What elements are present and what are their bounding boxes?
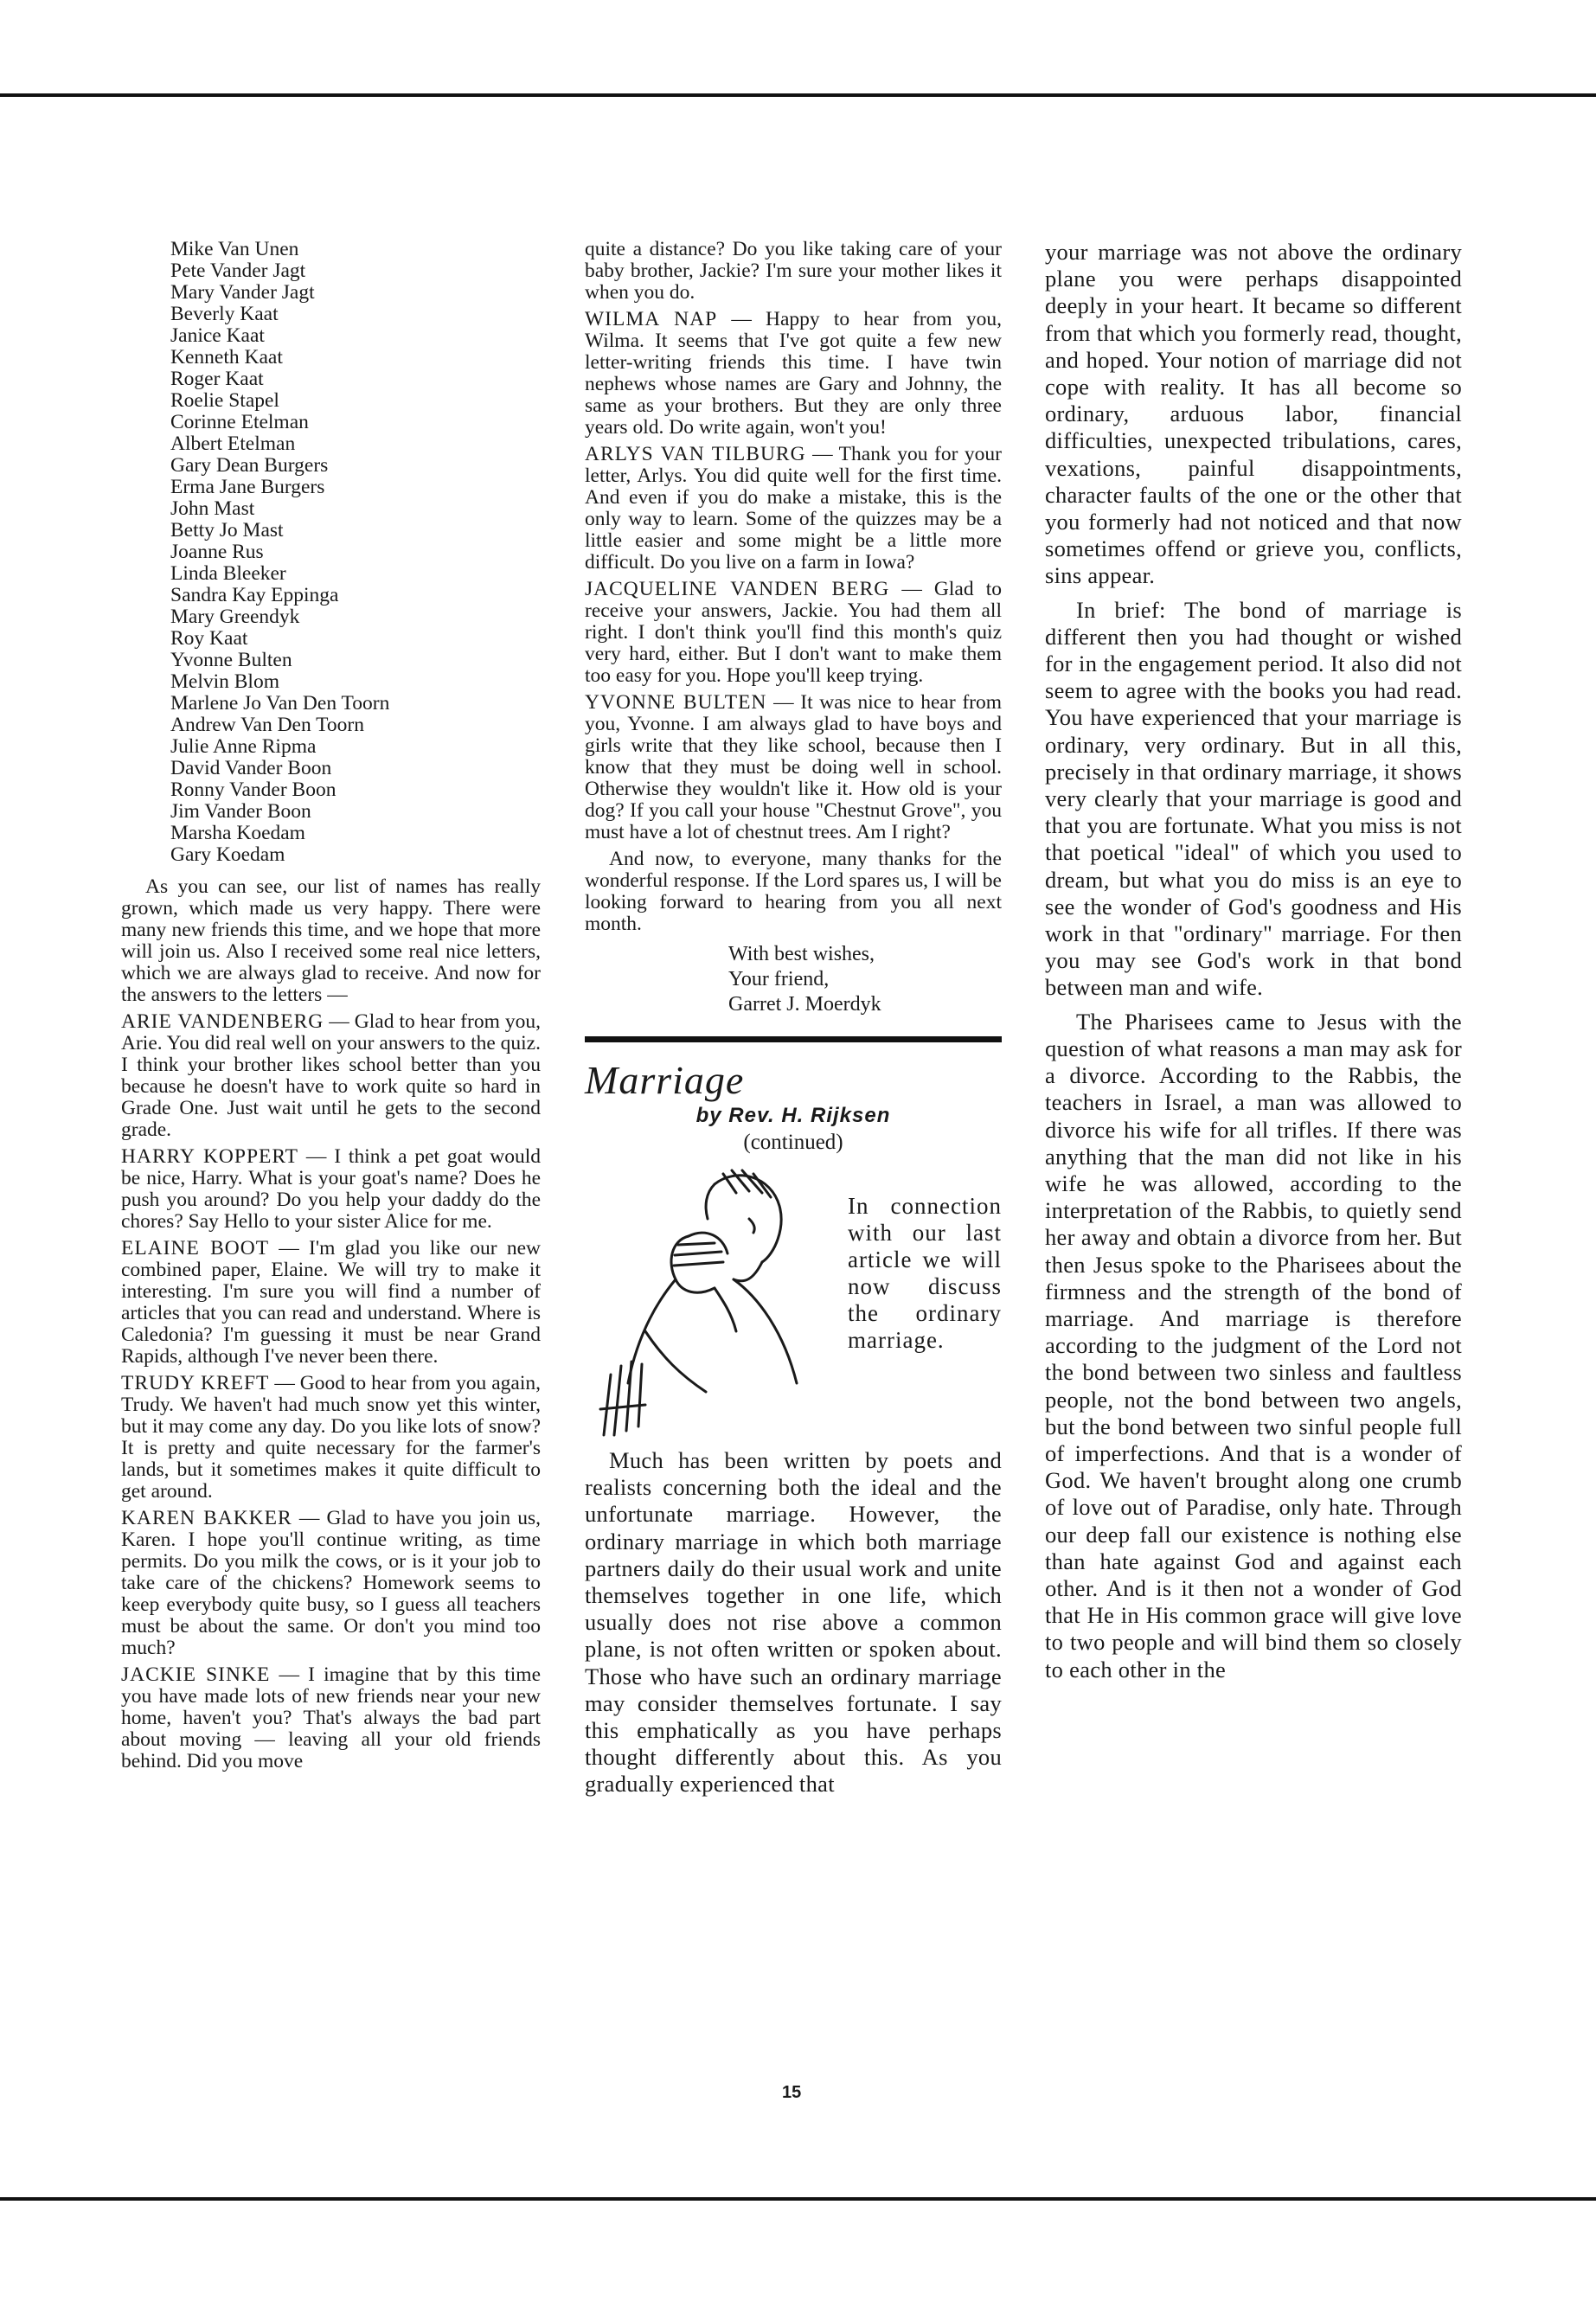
letter-text: — Happy to hear from you, Wilma. It seems that I've got quite a few new letter-writing friends this time. I have twin nephews whose names are Gary and Johnny, the same as your brothers. But they are only three years old. Do write again, won't you! [585, 308, 1002, 439]
letter-recipient: TRUDY KREFT [121, 1372, 270, 1394]
letter-reply [121, 1664, 541, 1772]
article-intro-text: In connection with our last article we will now discuss the ordinary marriage. [848, 1193, 1002, 1353]
name-item: Albert Etelman [170, 433, 296, 455]
name-item: Beverly Kaat [170, 303, 279, 325]
column-3 [1045, 239, 1462, 1690]
name-item: Melvin Blom [170, 670, 279, 693]
name-item: Sandra Kay Eppinga [170, 584, 339, 606]
name-item: Ronny Vander Boon [170, 779, 337, 801]
name-item: Corinne Etelman [170, 411, 309, 433]
letter-text: — Glad to hear from you, Arie. You did real well on your answers to the quiz. I think your brother likes school better than you because he doesn't have to work quite so hard in Grade One. Just wait until he gets to the second grade. [121, 1010, 541, 1141]
letters-column-2 [585, 309, 1002, 843]
name-item: Roelie Stapel [170, 389, 279, 412]
article-title: Marriage [585, 1058, 745, 1102]
article-paragraph-2: In brief: The bond of marriage is different then you had thought or wished for in the engagement period. It also did not seem to agree with the books you had read. You have experienced that your marriage is ordinary, very ordinary. But in all this, precisely in that ordinary marriage, it shows very clearly that your marriage is good and that you are fortunate. What you miss is not that poetical "ideal" of which you used to dream, but what you do miss is an eye to see the wonder of God's goodness and His work in that "ordinary" marriage. For then you may see God's work in that bond between man and wife. [1045, 596, 1462, 1001]
article-paragraph-3: The Pharisees came to Jesus with the question of what reasons a man may ask for a divorce. According to the Rabbis, the teachers in Israel, a man was allowed to divorce his wife for all trifles. If there was anything that the man did not like in his wife he was allowed, according to the interpretation of the Rabbis, to quietly send her away and obtain a divorce from her. But then Jesus spoke to the Pharisees about the firmness and the strength of the bond of marriage. And marriage is therefore according to the judgment of the Lord not the bond between two sinless and faultless people, not the bond between two angels, but the bond between two sinful people full of imperfections. And that is a wonder of God. We haven't brought along one crumb of love out of Paradise, only hate. Through our deep fall our existence is nothing else than hate against God and against each other. And is it then not a wonder of God that He in His common grace will give love to two people and will bind them so closely to each other in the [1045, 1008, 1462, 1682]
letter-text: — I'm glad you like our new combined paper, Elaine. We will try to make it interesting. I'm sure you will find a number of articles that you can read and understand. Where is Caledonia? I'm guessing it must be near Grand Rapids, although I've never been there. [121, 1237, 541, 1368]
letter-recipient: HARRY KOPPERT [121, 1145, 299, 1168]
name-item: Jim Vander Boon [170, 800, 311, 823]
letter-text: — I think a pet goat would be nice, Harry. What is your goat's name? Does he push you around? Do you help your daddy do the chores? Say Hello to your sister Alice for me. [121, 1145, 542, 1233]
thanks-paragraph: And now, to everyone, many thanks for the wonderful response. If the Lord spares us, I will be looking forward to hearing from you all next month. [585, 848, 1002, 935]
letter-reply [585, 309, 1002, 439]
name-item: Erma Jane Burgers [170, 476, 325, 498]
letter-recipient: ARIE VANDENBERG [121, 1010, 324, 1033]
name-item: Roger Kaat [170, 368, 264, 390]
bottom-rule [0, 2197, 1596, 2201]
letter-reply [585, 692, 1002, 843]
name-item: Andrew Van Den Toorn [170, 714, 364, 736]
name-item: John Mast [170, 497, 255, 520]
continued-label: (continued) [743, 1131, 843, 1154]
letter-text: — It was nice to hear from you, Yvonne. I am always glad to have boys and girls write that they like school, because then I know that they must be doing well in school. Otherwise they wouldn't like it. How old is your dog? If you call your house "Chestnut Grove", you must have a lot of chestnut trees. Am I right? [585, 691, 1003, 843]
closing-line-1: With best wishes, [728, 943, 875, 965]
letter-reply [121, 1373, 541, 1503]
name-item: Mary Greendyk [170, 606, 300, 628]
letter-recipient: JACQUELINE VANDEN BERG [585, 578, 890, 600]
name-item: Julie Anne Ripma [170, 735, 317, 758]
signature: Garret J. Moerdyk [728, 993, 881, 1016]
name-item: Gary Koedam [170, 843, 285, 866]
letters-column-1 [121, 1011, 541, 1772]
letter-reply [121, 1011, 541, 1141]
name-item: Kenneth Kaat [170, 346, 283, 369]
column-1 [121, 239, 541, 1778]
letter-text: — Glad to receive your answers, Jackie. You had them all right. I don't think you'll find this month's quiz very hard, either. But I don't want to make them too easy for you. Hope you'll keep trying. [585, 578, 1002, 687]
name-item: Janice Kaat [170, 324, 265, 347]
letter-recipient: WILMA NAP [585, 308, 718, 330]
name-item: Betty Jo Mast [170, 519, 284, 542]
letter-reply [585, 444, 1002, 574]
name-item: Roy Kaat [170, 627, 248, 650]
names-list [170, 239, 541, 866]
name-item: Mary Vander Jagt [170, 281, 315, 304]
article-paragraph-1-start: Much has been written by poets and realists concerning both the ideal and the unfortunate marriage. However, the ordinary marriage in which both marriage partners daily do their usual work and unite themselves together in one life, which usually does not rise above a common plane, is not often written or spoken about. Those who have such an ordinary marriage may consider themselves fortunate. I say this emphatically as you have perhaps thought differently about this. As you gradually experienced that [585, 1447, 1002, 1798]
top-rule [0, 93, 1596, 97]
letter-text: — I imagine that by this time you have made lots of new friends near your new home, haven't you? That's always the bad part about moving — leaving all your old friends behind. Did you move [121, 1663, 541, 1772]
article-intro [585, 1158, 1002, 1444]
letter-text: — Glad to have you join us, Karen. I hope you'll continue writing, as time permits. Do you milk the cows, or is it your job to take care of the chickens? Homework seems to keep everybody quite busy, so I guess all teachers must be about the same. Or don't you mind too much? [121, 1507, 541, 1659]
name-item: Mike Van Unen [170, 238, 299, 260]
name-item: David Vander Boon [170, 757, 332, 779]
column-2 [585, 239, 1002, 1804]
letter-text: — Good to hear from you again, Trudy. We haven't had much snow yet this winter, but it may come any day. Do you like lots of snow? It is pretty and quite necessary for the farmer's lands, but it sometimes makes it quite difficult to get around. [121, 1372, 541, 1503]
page-number: 15 [782, 2083, 802, 2102]
name-item: Linda Bleeker [170, 562, 286, 585]
name-item: Marsha Koedam [170, 822, 305, 844]
section-divider [585, 1036, 1002, 1042]
letter-recipient: YVONNE BULTEN [585, 691, 767, 714]
name-item: Gary Dean Burgers [170, 454, 329, 477]
letter-recipient: ELAINE BOOT [121, 1237, 270, 1259]
couple-illustration [585, 1158, 844, 1444]
intro-paragraph: As you can see, our list of names has really grown, which made us very happy. There were many new friends this time, and we hope that more will join us. Also I received some real nice letters, which we are always glad to receive. And now for the answers to the letters — [121, 875, 541, 1006]
name-item: Pete Vander Jagt [170, 260, 306, 282]
name-item: Yvonne Bulten [170, 649, 292, 671]
letter-recipient: JACKIE SINKE [121, 1663, 271, 1686]
letter-reply [121, 1508, 541, 1659]
letter-continuation: quite a distance? Do you like taking care of your baby brother, Jackie? I'm sure your mother likes it when you do. [585, 238, 1002, 304]
closing [728, 942, 1002, 1017]
letter-reply [121, 1146, 541, 1233]
letter-text: — Thank you for your letter, Arlys. You did quite well for the first time. And even if you do make a mistake, this is the only way to learn. Some of the quizzes may be a little easier and some might be a little more difficult. Do you live on a farm in Iowa? [585, 443, 1002, 574]
closing-line-2: Your friend, [728, 968, 830, 990]
letter-recipient: KAREN BAKKER [121, 1507, 292, 1529]
letter-reply [121, 1238, 541, 1368]
article-byline: by Rev. H. Rijksen [695, 1104, 891, 1127]
letter-recipient: ARLYS VAN TILBURG [585, 443, 806, 465]
name-item: Marlene Jo Van Den Toorn [170, 692, 390, 715]
letter-reply [585, 579, 1002, 687]
article-paragraph-1-end: your marriage was not above the ordinary plane you were perhaps disappointed deeply in your heart. It became so different from that which you formerly read, thought, and hoped. Your notion of marriage did not cope with reality. It has all become so ordinary, arduous labor, financial difficulties, unexpected tribulations, cares, vexations, painful disappointments, character faults of the one or the other that you formerly had not noticed and that now sometimes offend or grieve you, conflicts, sins appear. [1045, 239, 1462, 589]
name-item: Joanne Rus [170, 541, 264, 563]
